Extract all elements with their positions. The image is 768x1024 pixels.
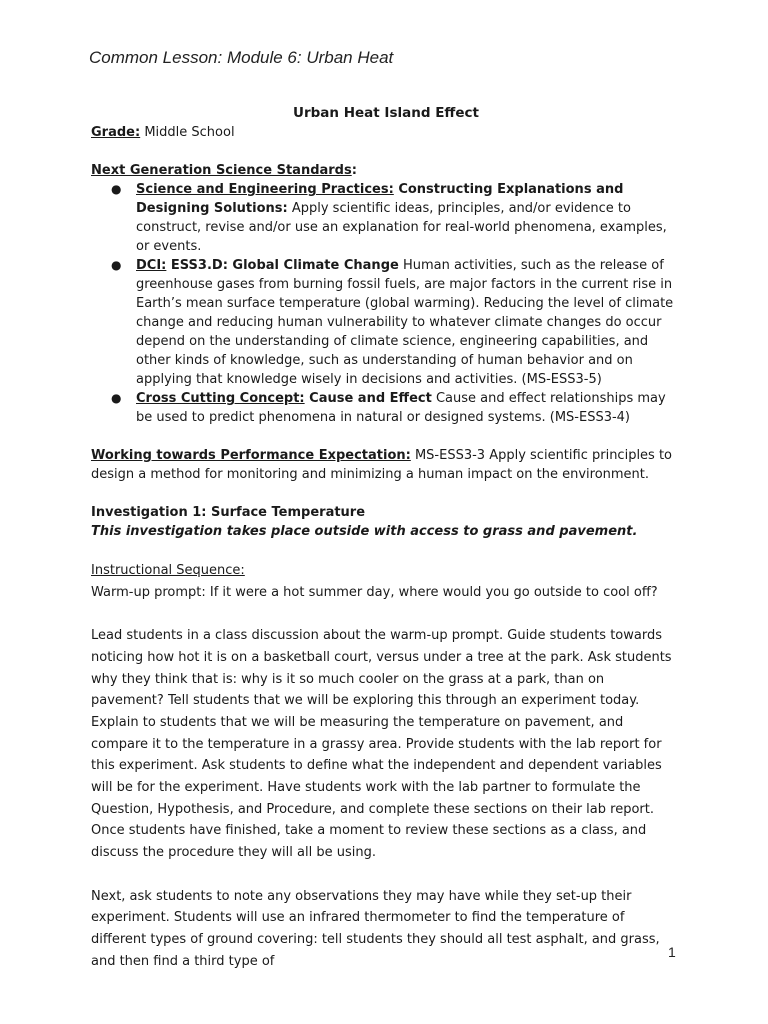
practice-label: Science and Engineering Practices: [136,182,394,197]
grade-label: Grade: [91,125,141,140]
grade-value: Middle School [140,125,235,140]
sequence-paragraph-2: Next, ask students to note any observations they may have while they set-up their experiment. Students will use an infrared thermometer to find the temperature of different types of ground covering: tell students they should all test asphalt, and grass, and then find a third type of [91,888,660,969]
performance-expectation [91,446,681,484]
page-header: Common Lesson: Module 6: Urban Heat [89,48,394,67]
crosscutting-text: Cause and effect relationships may be used to predict phenomena in natural or designed systems. (MS-ESS3-4) [136,391,666,425]
dci-label: DCI: [136,258,167,273]
grade-line [91,123,681,142]
performance-label: Working towards Performance Expectation: [91,448,411,463]
crosscutting-label: Cross Cutting Concept: [136,391,305,406]
document-body [91,104,681,972]
investigation-title: Investigation 1: Surface Temperature [91,505,366,520]
crosscutting-sub: Cause and Effect [304,391,432,406]
ngss-heading: Next Generation Science Standards: [91,163,357,178]
standards-list [91,180,681,427]
practice-text: Apply scientific ideas, principles, and/or evidence to construct, revise and/or use an explanation for real-world phenomena, examples, or events. [136,201,667,254]
ngss-heading-text: Next Generation Science Standards [91,163,352,178]
investigation-subtitle: This investigation takes place outside with access to grass and pavement. [91,524,638,539]
dci-sub: ESS3.D: Global Climate Change [166,258,399,273]
practice-sub: Constructing Explanations and Designing Solutions: [136,182,624,216]
warmup-prompt: Warm-up prompt: If it were a hot summer day, where would you go outside to cool off? [91,584,658,600]
document-title: Urban Heat Island Effect [293,105,479,121]
performance-text: MS-ESS3-3 Apply scientific principles to design a method for monitoring and minimizing a human impact on the environment. [91,448,673,482]
list-item [91,180,681,256]
instructional-sequence [91,560,681,972]
page-number: 1 [668,944,676,960]
dci-text: Human activities, such as the release of greenhouse gases from burning fossil fuels, are major factors in the current rise in Earth’s mean surface temperature (global warming). Reducing the level of climate change and reducing human vulnerability to whatever climate changes do occur depend on the understanding of climate science, engineering capabilities, and other kinds of knowledge, such as understanding of human behavior and on applying that knowledge wisely in decisions and activities. (MS-ESS3-5) [136,258,674,387]
sequence-paragraph-1: Lead students in a class discussion about the warm-up prompt. Guide students towards noticing how hot it is on a basketball court, versus under a tree at the park. Ask students why they think that is: why is it so much cooler on the grass at a park, than on pavement? Tell students that we will be exploring this through an experiment today. Explain to students that we will be measuring the temperature on pavement, and compare it to the temperature in a grassy area. Provide students with the lab report for this experiment. Ask students to define what the independent and dependent variables will be for the experiment. Have students work with the lab partner to formulate the Question, Hypothesis, and Procedure, and complete these sections on their lab report. Once students have finished, take a moment to review these sections as a class, and discuss the procedure they will all be using. [91,628,672,861]
sequence-heading: Instructional Sequence: [91,563,245,578]
list-item [91,389,681,427]
list-item [91,256,681,389]
